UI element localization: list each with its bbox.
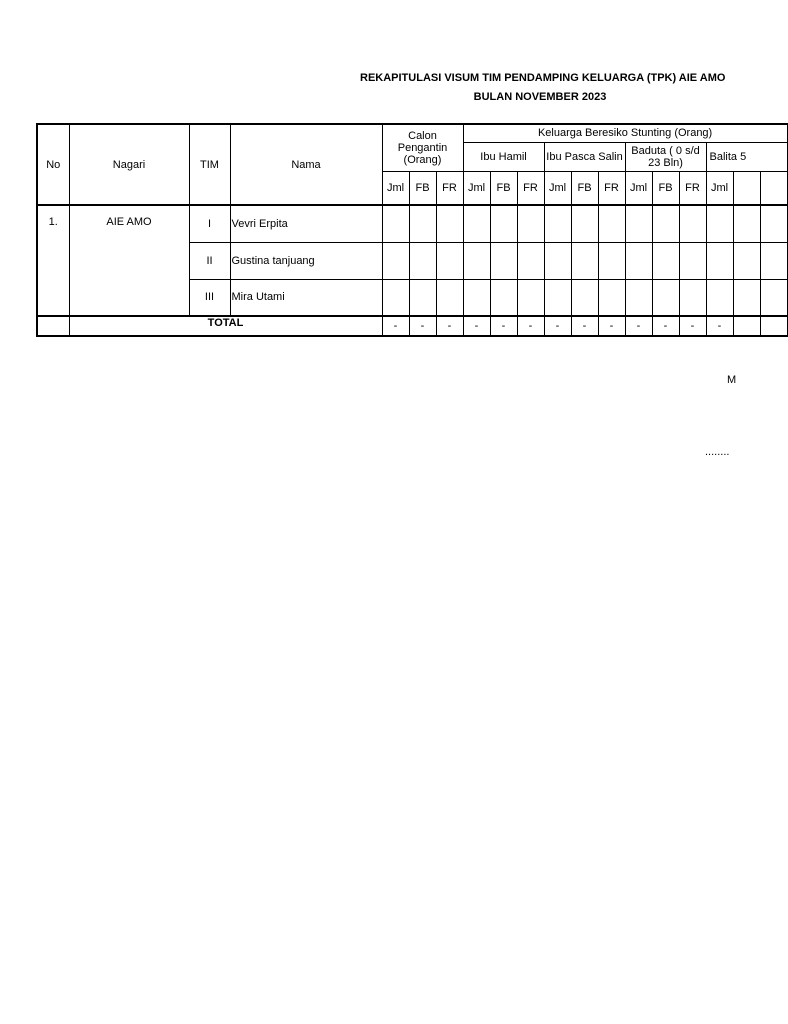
total-value: - [598,316,625,336]
subheader-jml: Jml [382,171,409,205]
header-baduta: Baduta ( 0 s/d 23 Bln) [625,142,706,171]
report-period: BULAN NOVEMBER 2023 [473,91,607,103]
total-value: - [409,316,436,336]
subheader-jml: Jml [625,171,652,205]
table-row [37,205,787,242]
subheader-fr: FR [598,171,625,205]
total-value: - [463,316,490,336]
side-text-fragment: M [727,374,737,386]
total-value: - [436,316,463,336]
total-row [37,316,787,336]
subheader-jml: Jml [463,171,490,205]
recap-table [36,123,788,337]
subheader-jml: Jml [706,171,733,205]
subheader-fb: FB [652,171,679,205]
total-value: - [706,316,733,336]
row-tim: II [189,242,230,279]
header-ibu-hamil: Ibu Hamil [463,142,544,171]
total-value: - [679,316,706,336]
subheader-fb: FB [409,171,436,205]
total-value: - [625,316,652,336]
row-nama: Gustina tanjuang [230,242,382,279]
row-tim: III [189,279,230,316]
report-title: REKAPITULASI VISUM TIM PENDAMPING KELUARGA (TPK) AIE AMO [360,72,726,84]
total-value: - [490,316,517,336]
row-nagari: AIE AMO [69,205,189,316]
total-value: - [544,316,571,336]
subheader-jml: Jml [544,171,571,205]
total-value: - [382,316,409,336]
total-label: TOTAL [69,316,382,336]
total-value: - [652,316,679,336]
header-nama: Nama [230,124,382,205]
total-value: - [517,316,544,336]
header-keluarga-beresiko: Keluarga Beresiko Stunting (Orang) [463,124,787,142]
subheader-fr: FR [517,171,544,205]
header-ibu-pasca-salin: Ibu Pasca Salin [544,142,625,171]
subheader-fb [733,171,760,205]
subheader-fr: FR [436,171,463,205]
header-calon-pengantin: Calon Pengantin (Orang) [382,124,463,171]
row-tim: I [189,205,230,242]
header-tim: TIM [189,124,230,205]
subheader-fr [760,171,787,205]
subheader-fb: FB [571,171,598,205]
row-nama: Mira Utami [230,279,382,316]
total-value: - [571,316,598,336]
header-no: No [37,124,69,205]
row-nama: Vevri Erpita [230,205,382,242]
subheader-fb: FB [490,171,517,205]
subheader-fr: FR [679,171,706,205]
signature-dots: ........ [705,446,730,458]
row-no: 1. [37,205,69,316]
header-nagari: Nagari [69,124,189,205]
header-balita: Balita 5 [706,142,787,171]
